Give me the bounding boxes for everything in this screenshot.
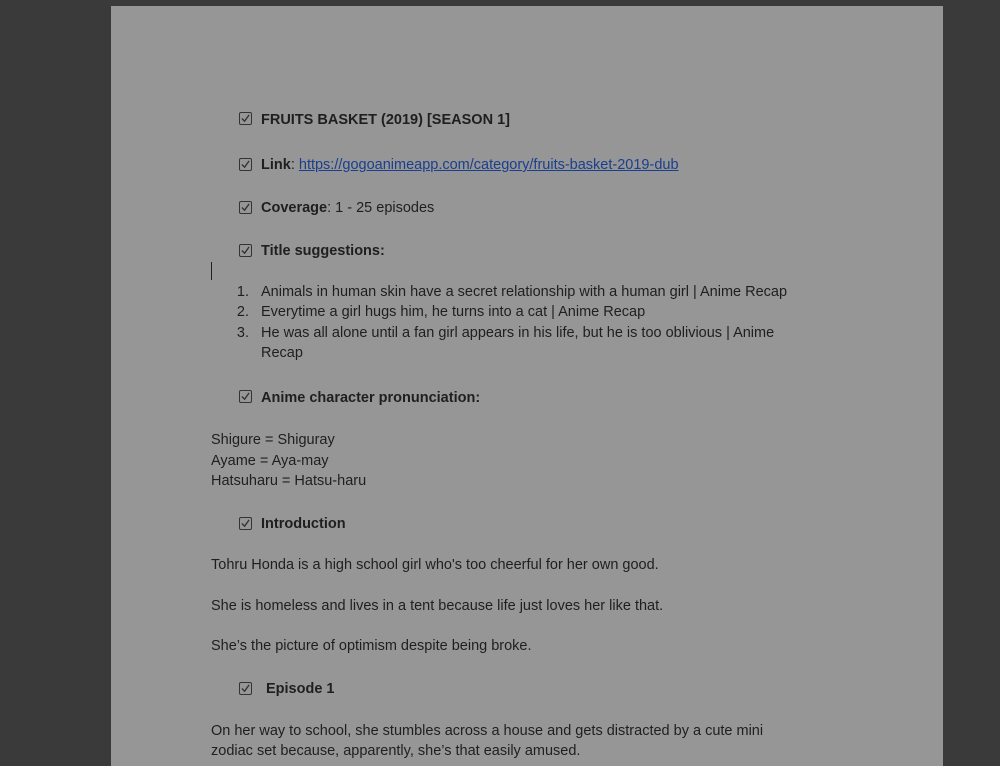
checkbox-checked-icon[interactable] [239, 244, 252, 257]
checkbox-checked-icon[interactable] [239, 682, 252, 695]
title-suggestions-heading-text: Title suggestions: [261, 243, 385, 259]
list-item: He was all alone until a fan girl appears in his life, but he is too oblivious | Anime [261, 325, 775, 341]
episode1-paragraph-line: On her way to school, she stumbles across a house and gets distracted by a cute mini [211, 723, 764, 739]
link-line [261, 155, 679, 175]
episode1-heading-text: Episode 1 [266, 681, 335, 697]
checkbox-checked-icon[interactable] [239, 201, 252, 214]
introduction-paragraph: She’s the picture of optimism despite being broke. [211, 638, 532, 654]
source-link[interactable]: https://gogoanimeapp.com/category/fruits-basket-2019-dub [298, 157, 679, 173]
pronunciation-line: Hatsuharu = Hatsu-haru [211, 473, 367, 489]
list-number: 1. [236, 284, 249, 300]
checkbox-checked-icon[interactable] [239, 158, 252, 171]
episode1-paragraph-line: zodiac set because, apparently, she’s that easily amused. [211, 743, 581, 759]
list-number: 2. [236, 304, 249, 320]
pronunciation-line: Ayame = Aya-may [211, 453, 329, 469]
coverage-line [261, 198, 434, 218]
link-separator: : [290, 157, 299, 173]
document-page [111, 6, 943, 766]
introduction-paragraph: She is homeless and lives in a tent because life just loves her like that. [211, 598, 664, 614]
introduction-paragraph: Tohru Honda is a high school girl who's too cheerful for her own good. [211, 557, 659, 573]
checkbox-checked-icon[interactable] [239, 390, 252, 403]
text-cursor [211, 262, 212, 280]
list-item-continuation: Recap [261, 345, 303, 361]
checkbox-checked-icon[interactable] [239, 112, 252, 125]
list-item: Animals in human skin have a secret relationship with a human girl | Anime Recap [261, 284, 788, 300]
introduction-heading-text: Introduction [261, 516, 346, 532]
show-title [261, 110, 510, 130]
episode1-heading [266, 679, 335, 699]
coverage-value: : 1 - 25 episodes [327, 200, 435, 216]
pronunciation-line: Shigure = Shiguray [211, 432, 335, 448]
list-number: 3. [236, 325, 249, 341]
list-item: Everytime a girl hugs him, he turns into a cat | Anime Recap [261, 304, 646, 320]
pronunciation-heading-text: Anime character pronunciation: [261, 390, 481, 406]
coverage-label: Coverage [261, 200, 328, 216]
show-title-text: FRUITS BASKET (2019) [SEASON 1] [261, 112, 510, 128]
introduction-heading [261, 514, 346, 534]
checkbox-checked-icon[interactable] [239, 517, 252, 530]
title-suggestions-heading [261, 241, 385, 261]
link-label: Link [261, 157, 291, 173]
pronunciation-heading [261, 388, 480, 408]
